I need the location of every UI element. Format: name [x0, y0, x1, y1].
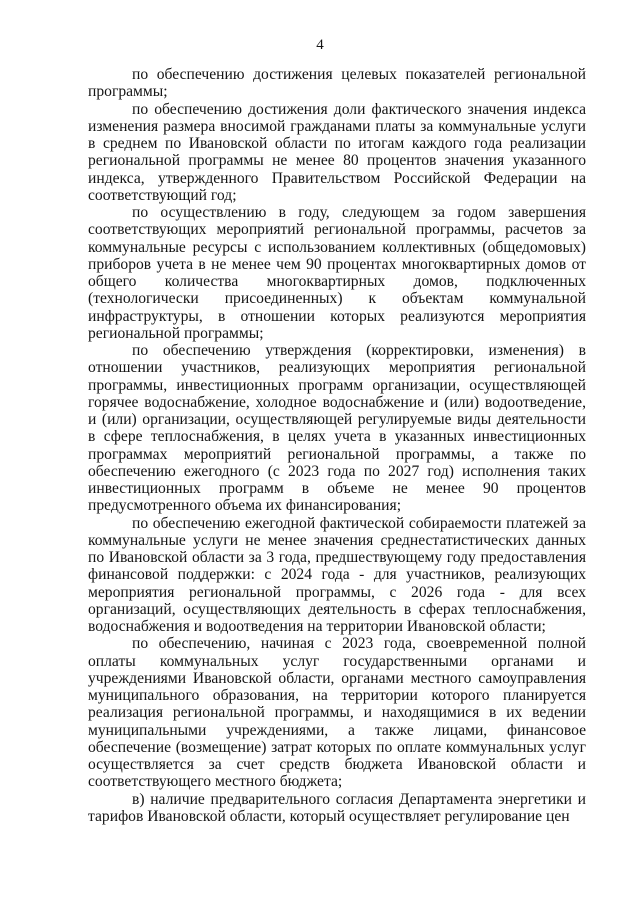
paragraph-metering-devices: по осуществлению в году, следующем за годом завершения соответствующих мероприятий региональной программы, расчетов за коммунальные ресурсы с использованием коллективных (общедомовых) приборов учета в не менее чем 90 процентах многоквартирных домов от общего количества многоквартирных домов, подключенных (технологически присоединенных) к объектам коммунальной инфраструктуры, в отношении которых реализуются мероприятия региональной программы;: [88, 204, 586, 342]
page-number: 4: [316, 37, 324, 53]
paragraph-department-consent: в) наличие предварительного согласия Департамента энергетики и тарифов Ивановской области, который осуществляет регулирование цен: [88, 790, 586, 825]
paragraph-timely-payment: по обеспечению, начиная с 2023 года, своевременной полной оплаты коммунальных услуг государственными органами и учреждениями Ивановской области, органами местного самоуправления муниципального образования, на территории которого планируется реализация региональной программы, и находящимися в их ведении муниципальными учреждениями, а также лицами, финансовое обеспечение (возмещение) затрат которых по оплате коммунальных услуг осуществляется за счет средств бюджета Ивановской области и соответствующего местного бюджета;: [88, 635, 586, 791]
document-body: [88, 66, 586, 825]
paragraph-target-indicators: по обеспечению достижения целевых показателей региональной программы;: [88, 66, 586, 101]
paragraph-payment-index: по обеспечению достижения доли фактического значения индекса изменения размера вносимой гражданами платы за коммунальные услуги в среднем по Ивановской области по итогам каждого года реализации региональной программы не менее 80 процентов значения указанного индекса, утвержденного Правительством Российской Федерации на соответствующий год;: [88, 100, 586, 204]
paragraph-investment-programs: по обеспечению утверждения (корректировки, изменения) в отношении участников, реализующих мероприятия региональной программы, инвестиционных программ организации, осуществляющей горячее водоснабжение, холодное водоснабжение и (или) водоотведение, и (или) организации, осуществляющей регулируемые виды деятельности в сфере теплоснабжения, в целях учета в указанных инвестиционных программах мероприятий региональной программы, а также по обеспечению ежегодного (с 2023 года по 2027 год) исполнения таких инвестиционных программ в объеме не менее 90 процентов предусмотренного объема их финансирования;: [88, 342, 586, 515]
paragraph-payment-collection: по обеспечению ежегодной фактической собираемости платежей за коммунальные услуги не менее значения среднестатистических данных по Ивановской области за 3 года, предшествующему году предоставления финансовой поддержки: с 2024 года - для участников, реализующих мероприятия региональной программы, с 2026 года - для всех организаций, осуществляющих деятельность в сферах теплоснабжения, водоснабжения и водоотведения на территории Ивановской области;: [88, 514, 586, 635]
